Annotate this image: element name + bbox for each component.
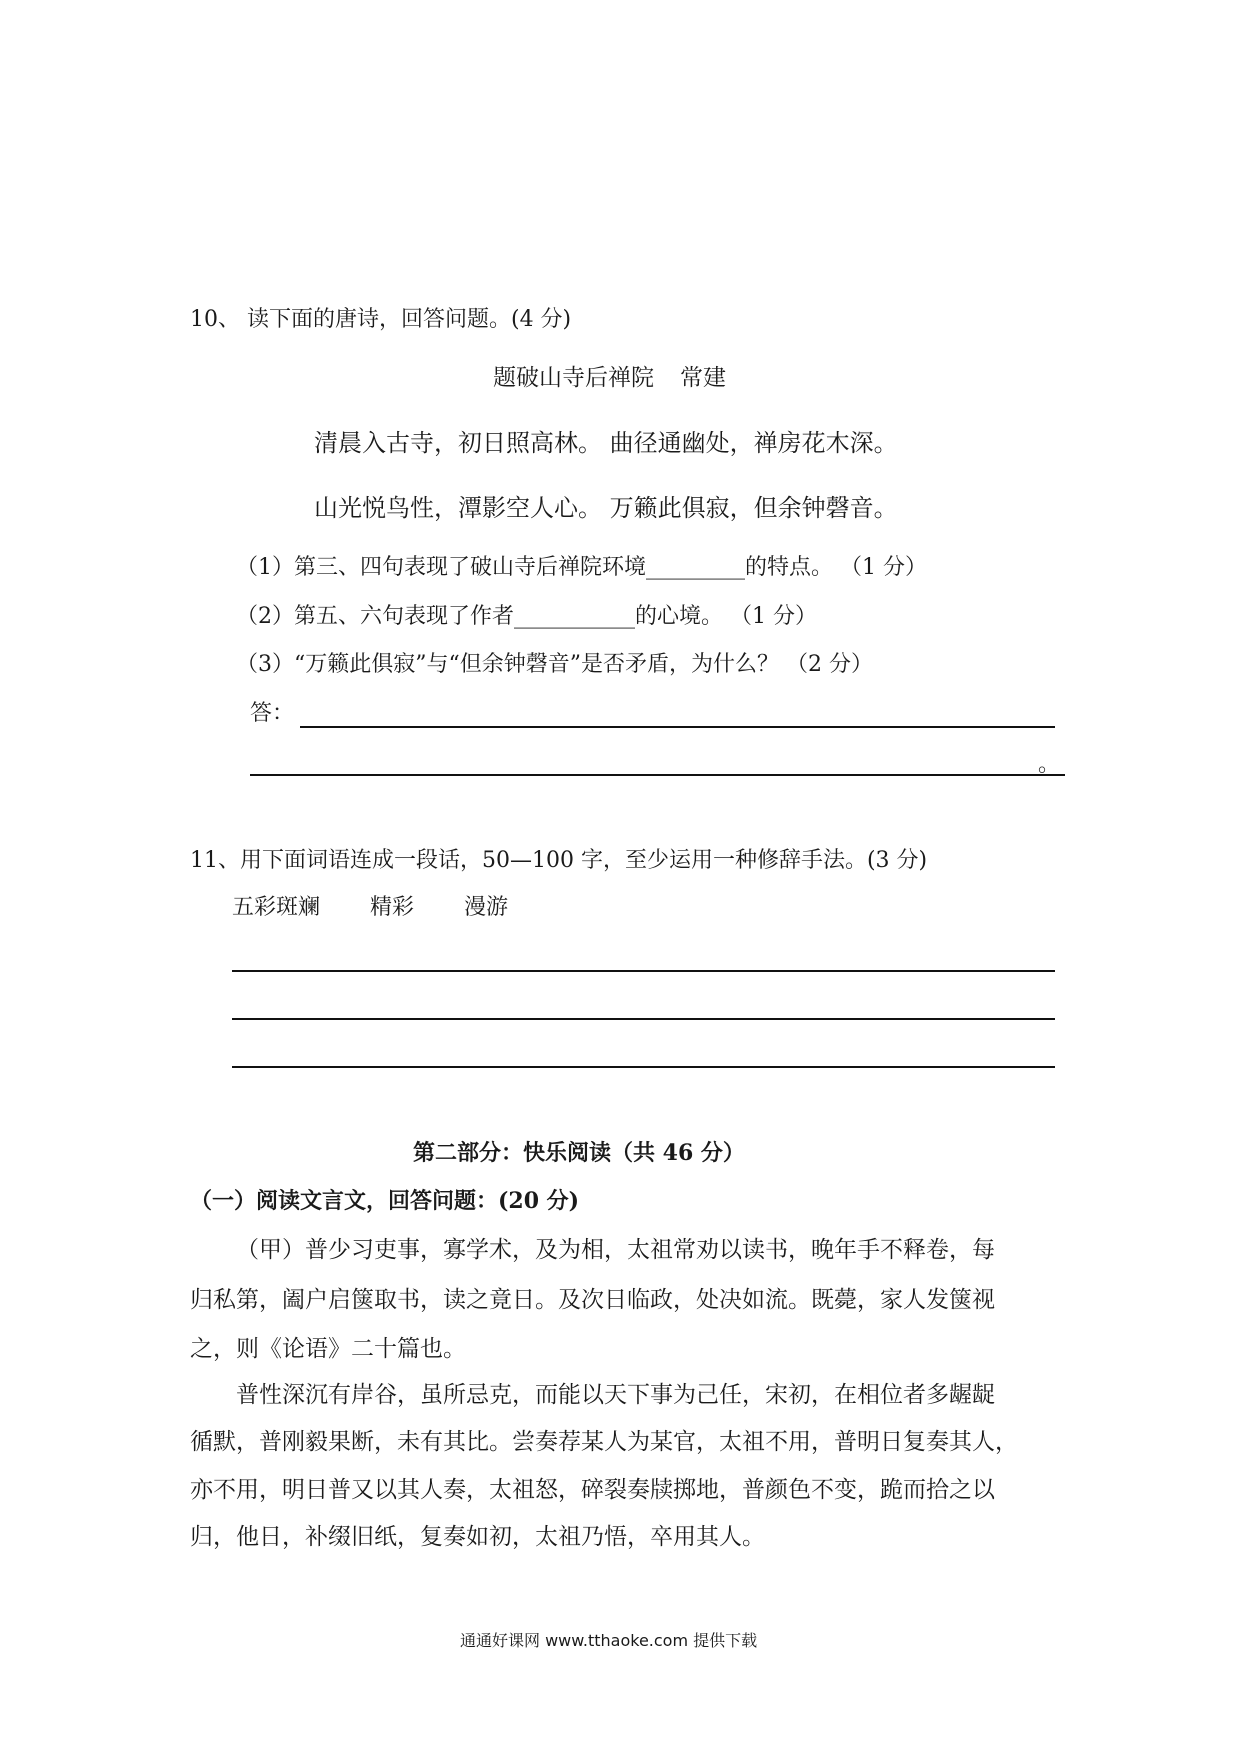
section1-heading: （一）阅读文言文，回答问题：(20 分) <box>190 1188 580 1214</box>
poem-title: 题破山寺后禅院 <box>493 365 654 391</box>
q11-word-3: 漫游 <box>464 895 509 920</box>
poem-author: 常建 <box>680 365 726 391</box>
q10-prompt: 10、 读下面的唐诗，回答问题。(4 分) <box>190 307 572 332</box>
answer-label: 答： <box>250 701 295 726</box>
sub2-score: 的心境。 （1 分） <box>635 604 817 629</box>
q11-word-1: 五彩斑斓 <box>232 895 321 920</box>
para1-line-2: 归私第，阖户启箧取书，读之竟日。及次日临政，处决如流。既薨，家人发箧视 <box>190 1287 995 1313</box>
q11-prompt: 11、用下面词语连成一段话，50—100 字，至少运用一种修辞手法。(3 分) <box>190 848 928 873</box>
para2-line-3: 亦不用，明日普又以其人奏，太祖怒，碎裂奏牍掷地，普颜色不变，跪而拾之以 <box>190 1477 995 1503</box>
para1-line-1: （甲）普少习吏事，寡学术，及为相，太祖常劝以读书，晚年手不释卷，每 <box>236 1237 995 1263</box>
sub1-text: （1）第三、四句表现了破山寺后禅院环境 <box>236 555 646 580</box>
poem-title-line <box>493 363 726 393</box>
answer-line-2[interactable] <box>250 774 1065 776</box>
poem-line-1: 清晨入古寺，初日照高林。 曲径通幽处，禅房花木深。 <box>314 429 898 457</box>
q10-sub2 <box>236 602 817 632</box>
q11-writing-line-3[interactable] <box>232 1066 1055 1068</box>
para2-line-1: 普性深沉有岸谷，虽所忌克，而能以天下事为己任，宋初，在相位者多龌龊 <box>236 1382 995 1408</box>
q11-words <box>232 893 508 923</box>
para1-line-3: 之，则《论语》二十篇也。 <box>190 1336 466 1362</box>
sub1-blank[interactable]: _________ <box>646 555 745 580</box>
sub1-score: 的特点。 （1 分） <box>745 555 927 580</box>
sub2-text: （2）第五、六句表现了作者 <box>236 604 514 629</box>
para2-line-2: 循默，普刚毅果断，未有其比。尝奏荐某人为某官，太祖不用，普明日复奏其人， <box>190 1429 1018 1455</box>
q10-sub1 <box>236 553 927 583</box>
part2-heading: 第二部分：快乐阅读（共 46 分） <box>413 1140 745 1166</box>
q11-word-2: 精彩 <box>370 895 415 920</box>
answer-end-mark: 。 <box>1038 752 1061 777</box>
q10-sub3: （3）“万籁此俱寂”与“但余钟磬音”是否矛盾，为什么？ （2 分） <box>236 652 873 677</box>
para2-line-4: 归，他日，补缀旧纸，复奏如初，太祖乃悟，卒用其人。 <box>190 1524 765 1550</box>
answer-line-1[interactable] <box>300 726 1055 728</box>
q11-writing-line-1[interactable] <box>232 970 1055 972</box>
page-footer: 通通好课网 www.tthaoke.com 提供下载 <box>460 1631 758 1650</box>
q11-writing-line-2[interactable] <box>232 1018 1055 1020</box>
sub2-blank[interactable]: ___________ <box>514 604 635 629</box>
poem-line-2: 山光悦鸟性，潭影空人心。 万籁此俱寂，但余钟磬音。 <box>314 494 898 522</box>
